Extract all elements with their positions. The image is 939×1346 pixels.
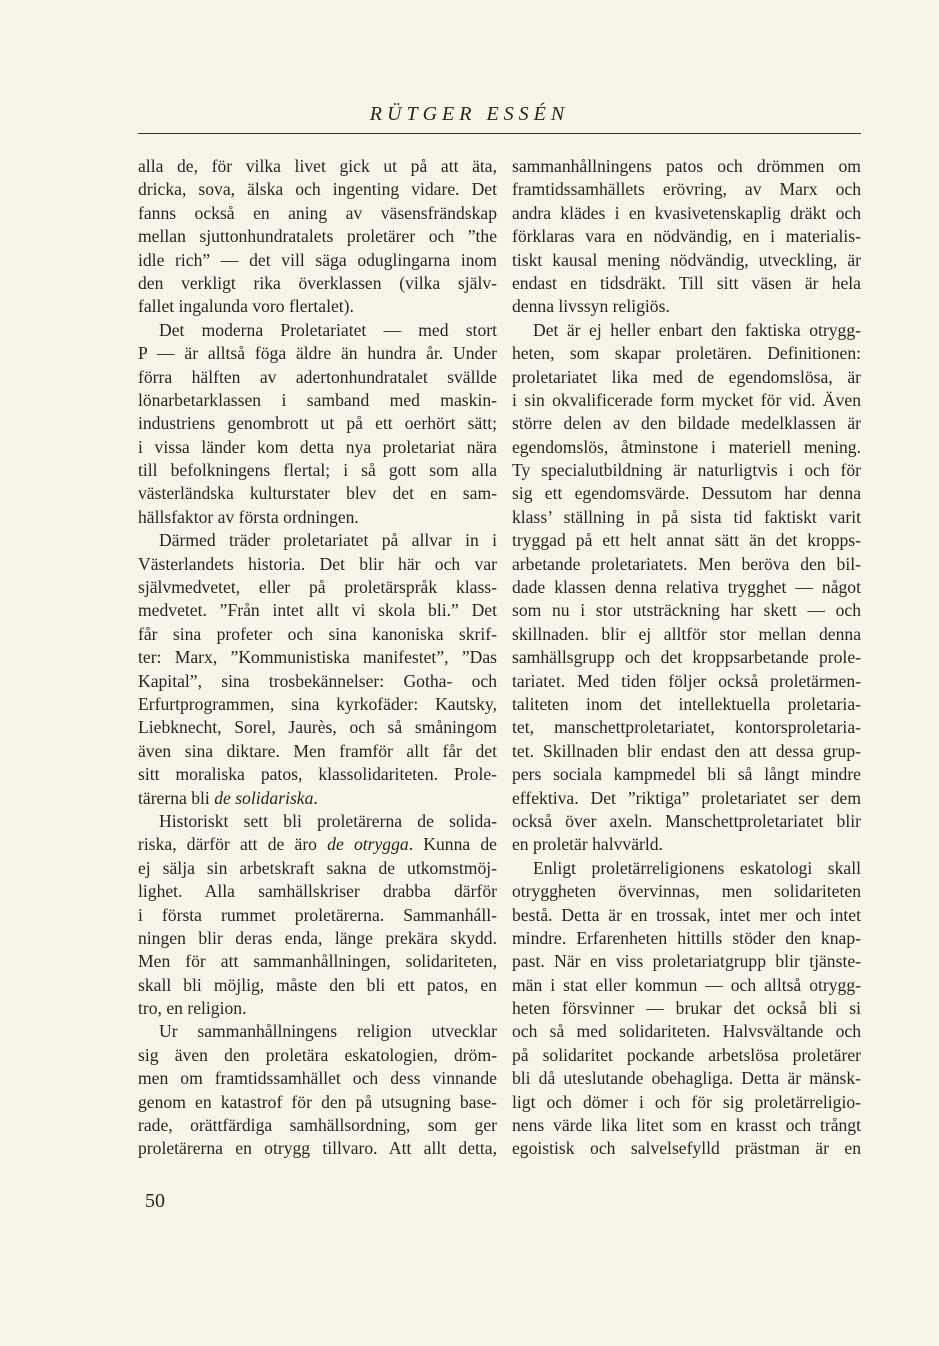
text-line — [138, 249, 497, 272]
line-text: mindre. Erfarenheten hittills stöder den knap- — [512, 927, 861, 948]
text-line — [138, 155, 497, 178]
line-text: fallet ingalunda voro flertalet). — [138, 296, 354, 317]
text-line — [512, 202, 861, 225]
text-line — [138, 272, 497, 295]
line-text: Historiskt sett bli proletärerna de solida- — [159, 810, 497, 831]
page-number: 50 — [145, 1190, 165, 1212]
line-text: otryggheten övervinnas, men solidariteten — [512, 881, 861, 902]
line-text: tärerna bli — [138, 787, 215, 808]
line-text: tryggad på ett helt annat sätt än det kropps- — [512, 530, 861, 551]
line-text: den verkligt rika överklassen (vilka själv- — [138, 272, 497, 293]
line-text: men om framtidssamhället och dess vinnande — [138, 1068, 497, 1089]
line-text: taliteten inom det intellektuella proletaria- — [512, 693, 861, 714]
line-text: Det är ej heller enbart den faktiska otrygg- — [533, 319, 861, 340]
text-line — [512, 225, 861, 248]
text-line — [512, 178, 861, 201]
text-line — [512, 599, 861, 622]
text-line — [512, 319, 861, 342]
italic-emphasis: de otrygga — [327, 834, 409, 855]
line-text: pers sociala kampmedel bli så långt mindre — [512, 764, 861, 785]
text-line — [138, 1067, 497, 1090]
line-text: fanns också en aning av väsensfrändskap — [138, 202, 497, 223]
text-line — [138, 623, 497, 646]
text-line — [138, 904, 497, 927]
line-text: tro, en religion. — [138, 998, 247, 1019]
line-text: dade klassen denna relativa trygghet — något — [512, 577, 861, 598]
text-line — [138, 295, 497, 318]
text-line — [512, 997, 861, 1020]
text-line — [512, 412, 861, 435]
running-header: RÜTGER ESSÉN — [369, 103, 570, 125]
line-text: och så med solidariteten. Halvsvältande och — [512, 1021, 861, 1042]
line-text: Kapital”, sina trosbekännelser: Gotha- och — [138, 670, 497, 691]
line-text: endast en tidsdräkt. Till sitt väsen är hela — [512, 272, 861, 293]
line-text: arbetande proletariatets. Men beröva den bil- — [512, 553, 861, 574]
line-text: också över axeln. Manschettproletariatet blir — [512, 810, 861, 831]
line-text: Ty specialutbildning är naturligtvis i och för — [512, 460, 861, 481]
line-text: i vissa länder kom detta nya proletariat nära — [138, 436, 497, 457]
text-line — [512, 249, 861, 272]
text-line — [138, 670, 497, 693]
line-text: tariatet. Med tiden följer också proletärmen- — [512, 670, 861, 691]
line-text: tet. Skillnaden blir endast den att dessa grup- — [512, 740, 861, 761]
line-text: i sin okvalificerade form mycket för vid. Även — [512, 389, 861, 410]
text-line — [512, 1137, 861, 1160]
line-text: även sina diktare. Men framför allt får det — [138, 740, 497, 761]
text-line — [138, 319, 497, 342]
text-line — [512, 389, 861, 412]
line-text-tail: . — [313, 787, 318, 808]
line-text: denna livssyn religiös. — [512, 296, 670, 317]
line-text: i första rummet proletärerna. Sammanháll- — [138, 904, 497, 925]
text-line — [138, 1114, 497, 1137]
line-text: egoistisk och salvelsefylld prästman är en — [512, 1138, 861, 1159]
line-text: heten försvinner — brukar det också bli si — [512, 998, 861, 1019]
text-line — [138, 927, 497, 950]
text-line — [138, 529, 497, 552]
text-line — [512, 155, 861, 178]
text-line — [138, 833, 497, 856]
text-line — [138, 599, 497, 622]
text-line — [138, 1091, 497, 1114]
text-line — [512, 366, 861, 389]
line-text: tet, manschettproletariatet, kontorsproletaria- — [512, 717, 861, 738]
line-text: Därmed träder proletariatet på allvar in i — [159, 530, 497, 551]
text-line — [512, 974, 861, 997]
text-line — [512, 904, 861, 927]
line-text: nens värde lika litet som en krasst och trångt — [512, 1115, 861, 1136]
text-column-right — [512, 155, 861, 1161]
text-line — [512, 342, 861, 365]
text-line — [138, 178, 497, 201]
line-text: Liebknecht, Sorel, Jaurès, och så småningom — [138, 717, 497, 738]
line-text: proletärerna en otrygg tillvaro. Att allt detta, — [138, 1138, 497, 1159]
text-line — [512, 529, 861, 552]
text-line — [512, 927, 861, 950]
line-text: andra klädes i en kvasivetenskaplig dräkt och — [512, 202, 861, 223]
text-line — [138, 342, 497, 365]
text-line — [138, 997, 497, 1020]
text-line — [138, 436, 497, 459]
text-line — [512, 833, 861, 856]
text-line — [512, 646, 861, 669]
text-line — [138, 810, 497, 833]
text-line — [512, 272, 861, 295]
text-line — [138, 459, 497, 482]
line-text: sig även den proletära eskatologien, dröm- — [138, 1044, 497, 1065]
line-text: mellan sjuttonhundratalets proletärer och ”the — [138, 226, 497, 247]
line-text: samhällsgrupp och det kroppsarbetande prole- — [512, 647, 861, 668]
line-text: får sina profeter och sina kanoniska skrif- — [138, 623, 497, 644]
text-line — [512, 716, 861, 739]
text-line — [138, 857, 497, 880]
text-line — [138, 880, 497, 903]
text-line — [138, 646, 497, 669]
line-text: till befolkningens flertal; i så gott som alla — [138, 460, 497, 481]
text-line — [512, 1044, 861, 1067]
line-text: Ur sammanhållningens religion utvecklar — [159, 1021, 497, 1042]
text-line — [512, 950, 861, 973]
line-text: bli då uteslutande obehagliga. Detta är mänsk- — [512, 1068, 861, 1089]
line-text: Det moderna Proletariatet — med stort — [159, 319, 497, 340]
line-text: sig ett egendomsvärde. Dessutom har denna — [512, 483, 861, 504]
header-rule — [138, 133, 861, 134]
line-text: skillnaden. blir ej alltför stor mellan denna — [512, 623, 861, 644]
text-line — [512, 459, 861, 482]
text-line — [512, 670, 861, 693]
text-line — [138, 506, 497, 529]
text-line — [138, 366, 497, 389]
line-text: på solidaritet pockande arbetslösa proletärer — [512, 1044, 861, 1065]
line-text: rade, orättfärdiga samhällsordning, som ger — [138, 1115, 497, 1136]
line-text: hällsfaktor av första ordningen. — [138, 506, 359, 527]
italic-emphasis: de solidariska — [214, 787, 314, 808]
text-line — [512, 576, 861, 599]
text-line — [512, 436, 861, 459]
line-text: bestå. Detta är en trossak, intet mer och intet — [512, 904, 861, 925]
text-line — [138, 974, 497, 997]
text-line — [512, 506, 861, 529]
line-text: proletariatet lika med de egendomslösa, är — [512, 366, 861, 387]
line-text: tiskt kausal mening nödvändig, utveckling, är — [512, 249, 861, 270]
line-text: ningen blir deras enda, länge prekära skydd. — [138, 927, 497, 948]
text-line — [138, 389, 497, 412]
line-text: Enligt proletärreligionens eskatologi skall — [533, 857, 861, 878]
line-text: heten, som skapar proletären. Definitionen: — [512, 343, 861, 364]
line-text: sammanhållningens patos och drömmen om — [512, 156, 861, 176]
line-text: ter: Marx, ”Kommunistiska manifestet”, ”Das — [138, 647, 497, 668]
text-line — [512, 763, 861, 786]
text-line — [138, 1137, 497, 1160]
line-text: Men för att sammanhållningen, solidariteten, — [138, 951, 497, 972]
line-text: effektiva. Det ”riktiga” proletariatet ser dem — [512, 787, 861, 808]
text-column-left — [138, 155, 497, 1161]
text-line — [138, 693, 497, 716]
text-line — [138, 202, 497, 225]
text-line — [138, 787, 497, 810]
line-text: en proletär halvvärld. — [512, 834, 663, 855]
line-text-tail: . Kunna de — [408, 834, 497, 855]
line-text: genom en katastrof för den på utsugning base- — [138, 1091, 497, 1112]
text-line — [512, 1091, 861, 1114]
text-line — [512, 1067, 861, 1090]
text-line — [138, 763, 497, 786]
text-line — [138, 412, 497, 435]
line-text: sitt moraliska patos, klassolidariteten. Prole- — [138, 764, 497, 785]
text-line — [512, 1114, 861, 1137]
line-text: dricka, sova, älska och ingenting vidare. Det — [138, 179, 497, 200]
line-text: som nu i stor utsträckning har skett — och — [512, 600, 861, 621]
line-text: skall bli möjlig, måste den bli ett patos, en — [138, 974, 497, 995]
text-line — [512, 553, 861, 576]
text-line — [138, 1020, 497, 1043]
line-text: förra hälften av adertonhundratalet svällde — [138, 366, 497, 387]
text-line — [512, 623, 861, 646]
line-text: riska, därför att de äro — [138, 834, 328, 855]
line-text: Erfurtprogrammen, sina kyrkofäder: Kautsky, — [138, 693, 497, 714]
text-line — [512, 482, 861, 505]
text-line — [138, 225, 497, 248]
line-text: klass’ ställning in på sista tid faktiskt varit — [512, 506, 861, 527]
text-line — [512, 787, 861, 810]
line-text: lighet. Alla samhällskriser drabba därför — [138, 881, 497, 902]
line-text: män i stat eller kommun — och alltså otrygg- — [512, 974, 861, 995]
line-text: västerländska kulturstater blev det en sam- — [138, 483, 497, 504]
line-text: P — är alltså föga äldre än hundra år. Under — [138, 343, 497, 364]
line-text: industriens genombrott ut på ett oerhört sätt; — [138, 413, 497, 434]
text-line — [512, 880, 861, 903]
text-line — [138, 716, 497, 739]
text-line — [138, 950, 497, 973]
text-line — [512, 810, 861, 833]
line-text: ligt och dömer i och för sig proletärreligio- — [512, 1091, 861, 1112]
text-line — [512, 1020, 861, 1043]
text-line — [138, 482, 497, 505]
text-line — [512, 693, 861, 716]
line-text: alla de, för vilka livet gick ut på att äta, — [138, 156, 497, 176]
text-line — [512, 857, 861, 880]
text-line — [138, 553, 497, 576]
text-line — [138, 740, 497, 763]
line-text: självmedvetet, eller på proletärspråk klass- — [138, 577, 497, 598]
line-text: idle rich” — det vill säga oduglingarna inom — [138, 249, 497, 270]
text-line — [512, 295, 861, 318]
line-text: egendomslös, åtminstone i materiell mening. — [512, 436, 861, 457]
line-text: lönarbetarklassen i samband med maskin- — [138, 389, 497, 410]
line-text: Västerlandets historia. Det blir här och var — [138, 553, 497, 574]
line-text: medvetet. ”Från intet allt vi skola bli.” Det — [138, 600, 497, 621]
line-text: förklaras vara en nödvändig, en i materialis- — [512, 226, 861, 247]
line-text: framtidssamhällets erövring, av Marx och — [512, 179, 861, 200]
line-text: ej sälja sin arbetskraft sakna de utkomstmöj- — [138, 857, 497, 878]
text-line — [138, 1044, 497, 1067]
line-text: större delen av den bildade medelklassen är — [512, 413, 861, 434]
text-line — [138, 576, 497, 599]
text-line — [512, 740, 861, 763]
line-text: past. När en viss proletariatgrupp blir tjänste- — [512, 951, 861, 972]
